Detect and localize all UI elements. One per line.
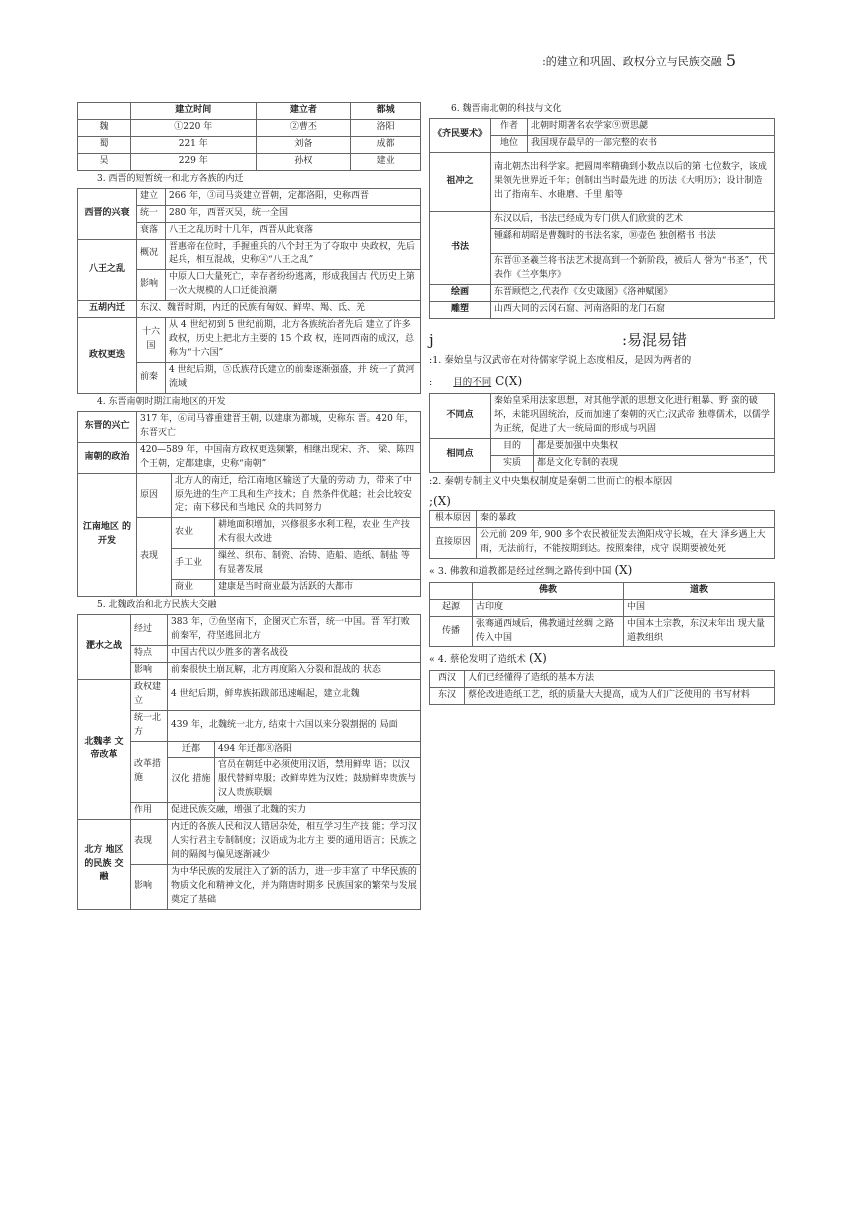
eastern-jin-table: 东晋的兴亡 317 年，⑥司马睿重建晋王朝, 以建康为都城，史称东 晋。420 年，东晋灭亡 南朝的政治 420—589 年，中国南方政权更迭频繁，相继出现宋、齐、 梁、陈四个王朝，定都建康，史称“南朝” 江南地区 的开发 原因 北方人的南迁，给江南地区输送了大量的劳动 力，带来了中原先进的生产工具和生产技术；自 然条件优越；社会比较安定；南下移民和当地民 众的共同努力 表现 农业 耕地面积增加，兴修很多水利工程，农业 生产技术有很大改进 手工业 缫丝、织布、制瓷、冶铸、造船、造纸、制盐 等有显著发展 商业 建康是当时商业最为活跃的大都市 xyxy=(77,411,421,597)
col-header: 都城 xyxy=(351,103,421,120)
culture-table: 《齐民要术》 作者 北朝时期著名农学家⑨贾思勰 地位 我国现存最早的一部完整的农书 祖冲之 南北朝杰出科学家。把圆周率精确到小数点以后的第 七位数字，该成果领先世界近千年；创制出当时最先进 的历法《大明历》；设计制造出了指南车、水碓磨、千里 船等 书法 东汉以后，书法已经成为专门供人们欣赏的艺术 锺繇和胡昭是曹魏时的书法名家，⑩壶色 独创楷书 书法 东晋⑪圣羲兰将书法艺术提高到一个新阶段，被后人 誉为“书圣”，代表作《兰亭集序》 绘画 东晋顾恺之,代表作《女史箴图》《洛神赋图》 雕塑 山西大同的云冈石窟、河南洛阳的龙门石窟 xyxy=(429,118,775,319)
q1-table: 不同点 秦始皇采用法家思想，对其他学派的思想文化进行粗暴、野 蛮的破坏，未能巩固统治，反而加速了秦朝的灭亡;汉武帝 独尊儒术，以儒学为正统，促进了大一统局面的形成与巩固 相同点 目的 都是要加强中央集权 实质 都是文化专制的表现 xyxy=(429,393,775,473)
page-number: 5 xyxy=(725,51,736,70)
table-row: 蜀 221 年 刘备 成都 xyxy=(78,136,421,153)
right-column xyxy=(429,102,775,705)
question-1: :1. 秦始皇与汉武帝在对待儒家学说上态度相反，是因为两者的 xyxy=(429,354,692,366)
q2-table: 根本原因 秦的暴政 直接原因 公元前 209 年, 900 多个农民被征发去渔阳戍守长城，在大 泽乡遇上大雨，无法前行，不能按期到达。按照秦律，戍守 误期要被处死 xyxy=(429,510,775,559)
three-kingdoms-table xyxy=(77,102,421,171)
section-title: 5. 北魏政治和北方民族大交融 xyxy=(97,600,217,611)
page-header xyxy=(542,49,736,74)
section-title: 3. 西晋的短暂统一和北方各族的内迁 xyxy=(97,173,244,184)
section-title: 4. 东晋南朝时期江南地区的开发 xyxy=(97,396,226,407)
northern-wei-table: 淝水之战 经过 383 年，⑦鱼坚南下，企图灭亡东晋，统一中国。晋 军打败前秦军，苻坚逃回北方 特点 中国古代以少胜多的著名战役 影响 前秦很快土崩瓦解，北方再度陷入分裂和混战的 状态 北魏孝 文帝改革 政权建立 4 世纪后期，鲜卑族拓跋部迅速崛起，建立北魏 统一北方 439 年，北魏统一北方, 结束十六国以来分裂割据的 局面 改革措施 迁都 494 年迁都⑧洛阳 汉化 措施 官员在朝廷中必须使用汉语，禁用鲜卑 语；以汉服代替鲜卑服；改鲜卑姓为汉姓；鼓励鲜卑贵族与汉人贵族联姻 作用 促进民族交融，增强了北魏的实力 北方 地区 的民族 交融 表现 内迁的各族人民和汉人错居杂处，相互学习生产技 能；学习汉人实行君主专制制度；汉语成为北方主 要的通用语言；民族之间的隔阂与偏见逐渐减少 影响 为中华民族的发展注入了新的活力，进一步丰富了 中华民族的物质文化和精神文化，并为隋唐时期多 民族国家的繁荣与发展奠定了基础 xyxy=(77,614,421,910)
western-jin-table: 西晋的兴衰 建立 266 年，③司马炎建立晋朝，定都洛阳，史称西晋 统一 280 年，西晋灭吴，统一全国 衰落 八王之乱历时十几年，西晋从此衰落 八王之乱 概况 晋惠帝在位时，手握重兵的八个封王为了夺取中 央政权，先后起兵，相互混战，史称④“八王之乱” 影响 中原人口大量死亡，幸存者纷纷逃离，形成我国古 代历史上第一次大规模的人口迁徙浪潮 五胡内迁 东汉、魏晋时期，内迁的民族有匈奴、鲜卑、羯、氐、羌 政权更迭 十六国 从 4 世纪初到 5 世纪前期，北方各族统治者先后 建立了许多政权，历史上把北方主要的 15 个政 权，连同西南的成汉，总称为“十六国” 前秦 4 世纪后期，⑤氐族苻氏建立的前秦逐渐强盛，并 统一了黄河流域 xyxy=(77,188,421,394)
q3-table: 佛教 道教 起源 古印度 中国 传播 张骞通西域后，佛教通过丝绸 之路传入中国 中国本土宗教，东汉末年出 现大量道教组织 xyxy=(429,582,775,648)
question-3: « 3. 佛教和道教都是经过丝绸之路传到中国 (X) xyxy=(429,563,633,577)
question-2-mark: ;(X) xyxy=(429,493,451,508)
q4-table: 西汉 人们已经懂得了造纸的基本方法 东汉 蔡伦改进造纸工艺，纸的质量大大提高，成为人们广泛使用的 书写材料 xyxy=(429,670,775,705)
section-title: 6. 魏晋南北朝的科技与文化 xyxy=(451,104,562,114)
question-4: « 4. 蔡伦发明了造纸术 (X) xyxy=(429,651,547,666)
col-header: 建立时间 xyxy=(131,103,257,120)
question-1-answer: : 目的不同 C(X) xyxy=(429,374,523,389)
left-column xyxy=(77,102,421,910)
mistakes-heading: j :易混易错 xyxy=(429,330,687,349)
header-title: :的建立和巩固、政权分立与民族交融 xyxy=(542,55,722,68)
table-row: 吴 229 年 孙权 建业 xyxy=(78,153,421,170)
col-header: 建立者 xyxy=(256,103,351,120)
question-2: :2. 秦朝专制主义中央集权制度是秦朝二世而亡的根本原因 xyxy=(429,475,673,487)
table-row: 魏 ①220 年 ②曹丕 洛阳 xyxy=(78,119,421,136)
